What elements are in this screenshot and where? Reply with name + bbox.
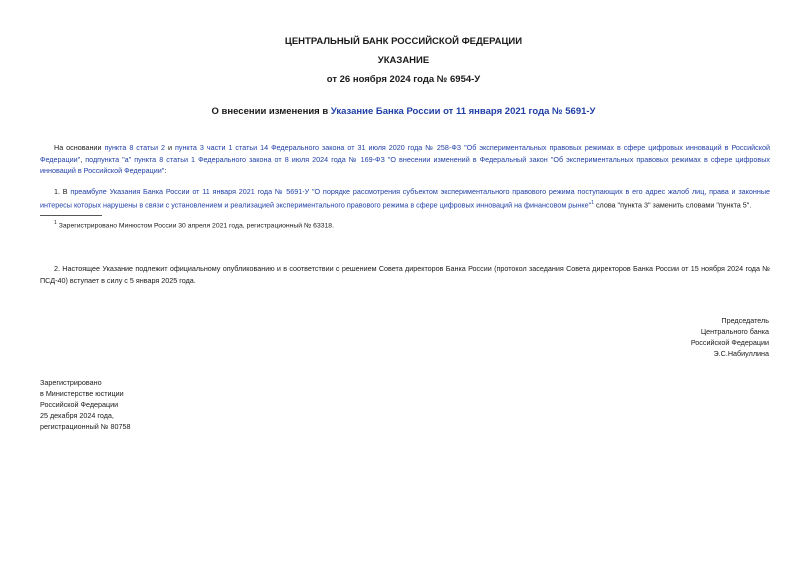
item-1-paragraph: [40, 186, 770, 210]
preamble-text-1: На основании: [54, 143, 105, 152]
item1-link-decree[interactable]: Указания Банка России от 11 января 2021 года № 5691-У "О порядке рассмотрения субъектом экспериментального правового режима поступающих в его адрес жалоб лиц, права и законные интересы которых нарушены в связи с установлением и реализацией экспериментального правового режима в сфере цифровых инноваций на финансовом рынке": [40, 187, 771, 209]
bank-name: ЦЕНТРАЛЬНЫЙ БАНК РОССИЙСКОЙ ФЕДЕРАЦИИ: [284, 36, 523, 47]
item1-link-preamble[interactable]: преамбуле: [70, 187, 107, 196]
title-prefix: О внесении изменения в: [211, 106, 331, 117]
preamble-text-3: ,: [80, 154, 86, 164]
signature-country: Российской Федерации: [690, 338, 769, 347]
footnote-mark: 1: [54, 220, 57, 226]
preamble-link-1[interactable]: пункта 8 статьи 2: [104, 143, 165, 152]
title-link[interactable]: Указание Банка России от 11 января 2021 года № 5691-У: [330, 106, 596, 117]
registration-line-5: регистрационный № 80758: [40, 422, 131, 431]
preamble-link-3[interactable]: подпункта "а" пункта 8 статьи 1 Федерального закона от 8 июля 2024 года № 169-ФЗ "О внесении изменений в Федеральный закон "Об экспериментальных правовых режимах в сфере цифровых инноваций в Российской Федерации": [40, 154, 770, 175]
footnote-text: Зарегистрировано Минюстом России 30 апреля 2021 года, регистрационный № 63318.: [58, 222, 334, 230]
signature-name: Э.С.Набиуллина: [713, 349, 769, 358]
registration-line-4: 25 декабря 2024 года,: [40, 411, 114, 420]
signature-block: [569, 315, 769, 359]
item1-text-3: слова "пункта 3" заменить словами "пункта 5".: [593, 199, 752, 209]
signature-position: Председатель: [721, 316, 769, 325]
item1-text-1: 1. В: [54, 187, 71, 196]
signature-organization: Центрального банка: [700, 327, 769, 336]
registration-block: [40, 377, 240, 432]
registration-line-1: Зарегистрировано: [40, 378, 102, 387]
preamble-text-2: и: [164, 143, 175, 152]
document-date-number: от 26 ноября 2024 года № 6954-У: [326, 74, 481, 85]
item-2-paragraph: 2. Настоящее Указание подлежит официальному опубликованию и в соответствии с решением Совета директоров Банка России (протокол заседания Совета директоров Банка России от 15 ноября 2024 года № ПСД-40) вступает в силу с 5 января 2025 года.: [40, 264, 770, 285]
preamble-link-2[interactable]: пункта 3 части 1 статьи 14 Федерального закона от 31 июля 2020 года № 258-ФЗ "Об экспериментальных правовых режимах в сфере цифровых инноваций в Российской Федерации": [40, 143, 770, 164]
document-title: [0, 106, 807, 117]
preamble-paragraph: [40, 142, 770, 177]
preamble-text-4: :: [164, 166, 167, 175]
document-type: УКАЗАНИЕ: [377, 55, 430, 66]
footnote: [54, 220, 334, 229]
footnote-divider: [40, 215, 102, 216]
footnote-reference[interactable]: 1: [591, 199, 594, 206]
registration-line-2: в Министерстве юстиции: [40, 389, 124, 398]
registration-line-3: Российской Федерации: [40, 400, 119, 409]
